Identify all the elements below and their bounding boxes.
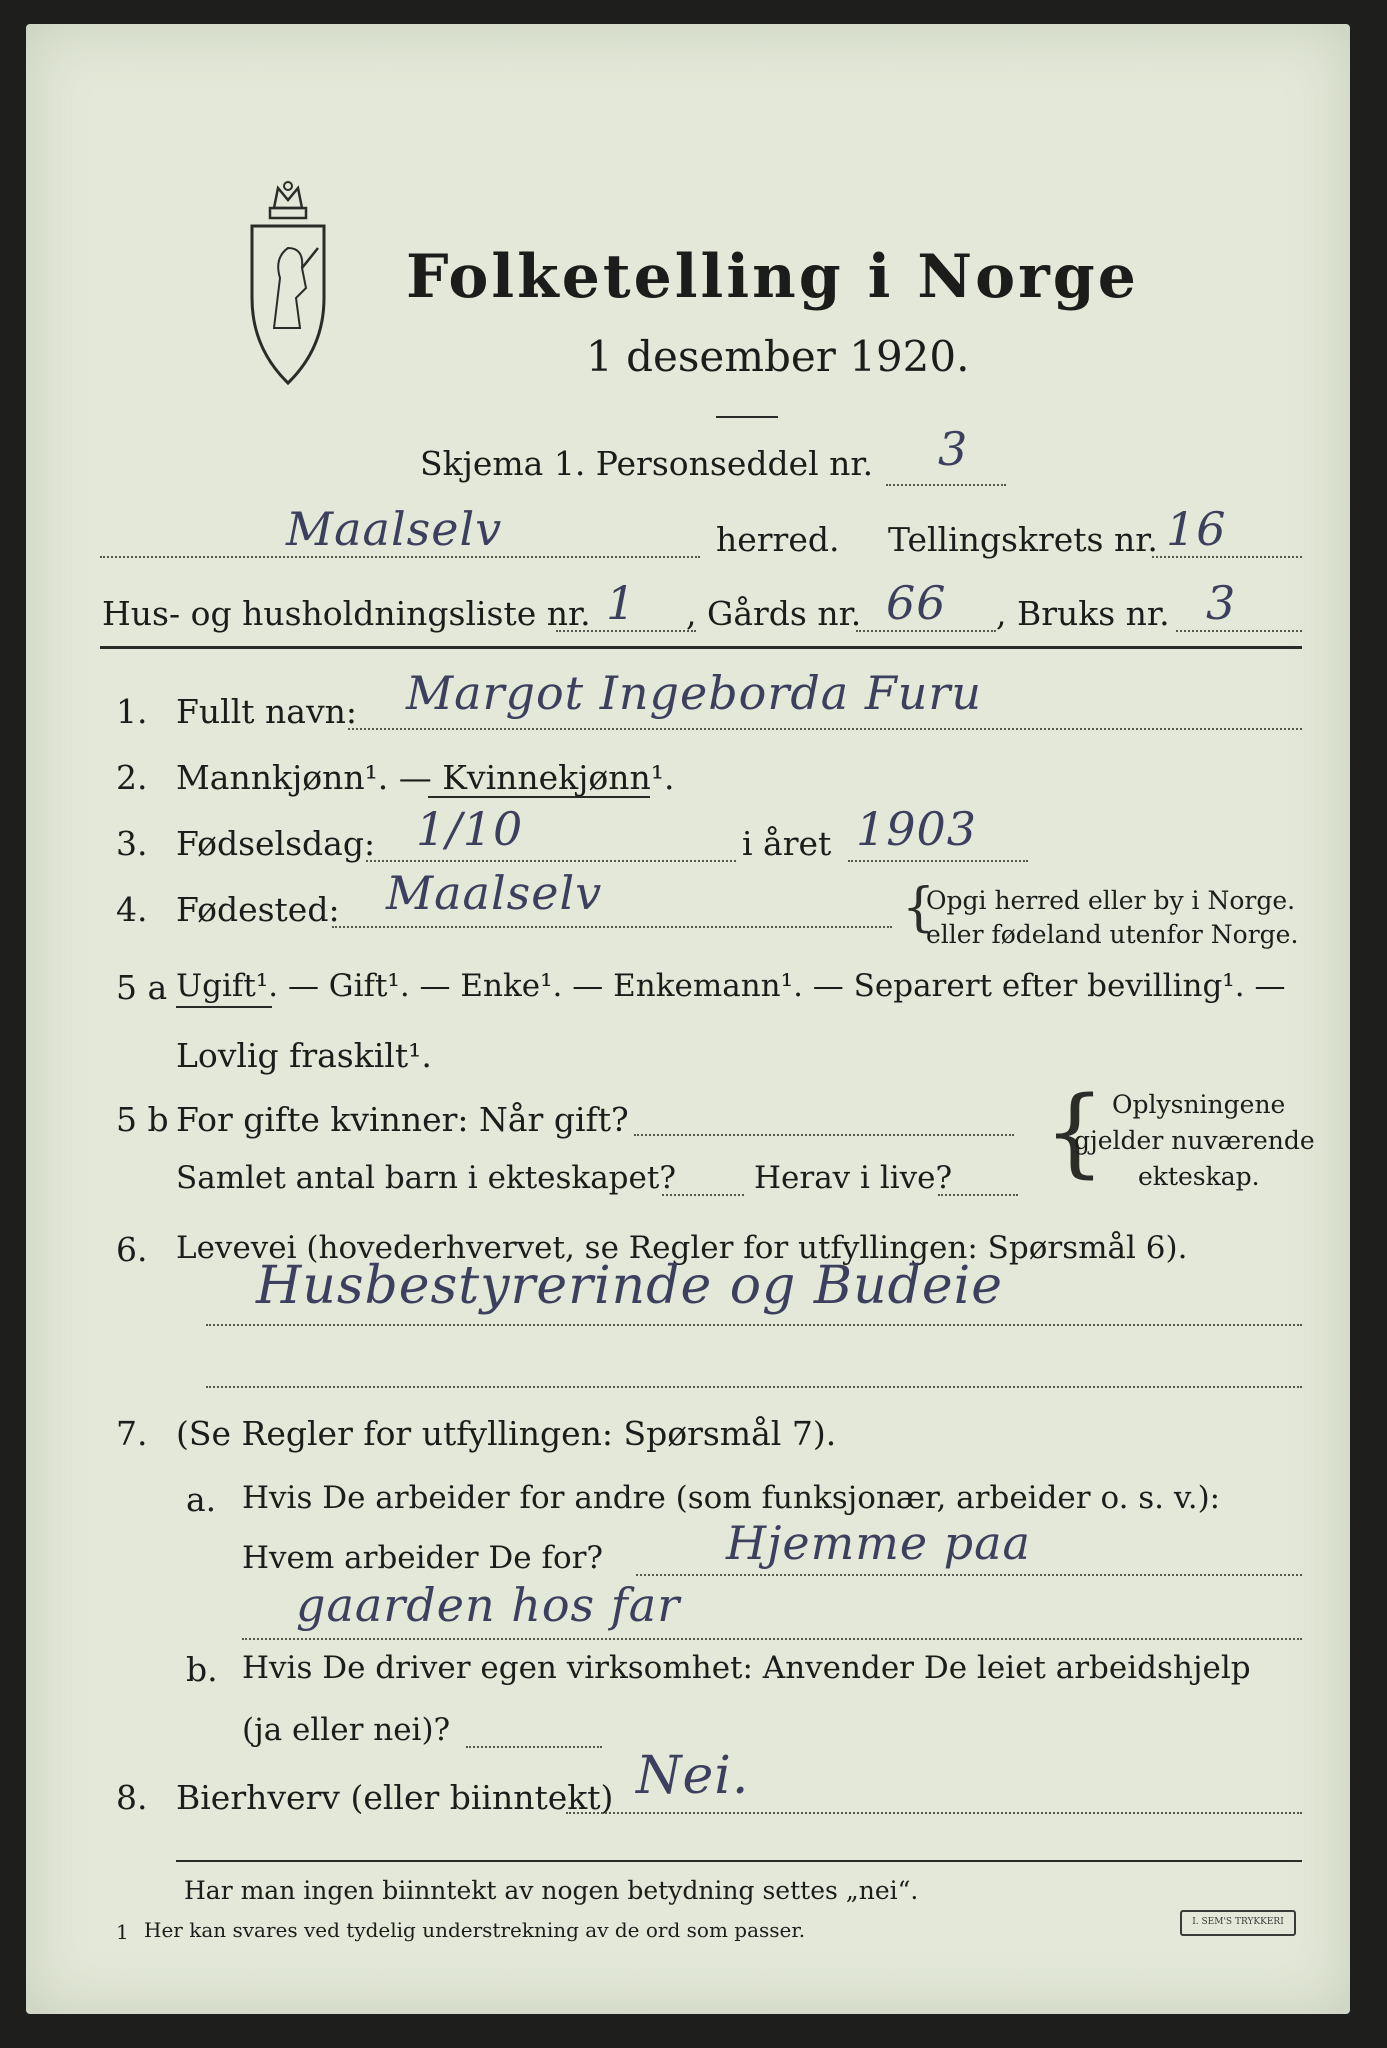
gards-line xyxy=(856,630,996,632)
gards-label: , Gårds nr. xyxy=(686,594,862,633)
q7a-line-a xyxy=(636,1574,1302,1576)
q4-brace: { xyxy=(902,878,936,938)
q7b-line-1: Hvis De driver egen virksomhet: Anvender De leiet arbeidshjelp xyxy=(242,1650,1251,1686)
printer-stamp: I. SEM'S TRYKKERI xyxy=(1180,1910,1296,1936)
q5b-note-3: ekteskap. xyxy=(1138,1162,1260,1191)
q5b-label-1: For gifte kvinner: Når gift? xyxy=(176,1100,629,1139)
census-date: 1 desember 1920. xyxy=(586,332,970,381)
norway-coat-of-arms-icon xyxy=(244,178,332,388)
q3-label: Fødselsdag: xyxy=(176,824,376,863)
q7a-letter: a. xyxy=(186,1480,217,1519)
gards-nr[interactable]: 66 xyxy=(886,576,947,630)
q7-number: 7. xyxy=(116,1414,148,1453)
footer-rule xyxy=(176,1860,1302,1862)
footer-note: Har man ingen biinntekt av nogen betydning settes „nei“. xyxy=(184,1876,919,1905)
q7a-line-b xyxy=(242,1638,1302,1640)
q7a-line-2: Hvem arbeider De for? xyxy=(242,1540,604,1576)
q5a-options-2: Lovlig fraskilt¹. xyxy=(176,1036,432,1075)
q5a-options: Ugift¹. — Gift¹. — Enke¹. — Enkemann¹. — Separert efter bevilling¹. — xyxy=(176,968,1286,1004)
skjema-label: Skjema 1. Personseddel nr. xyxy=(420,444,874,483)
q8-line xyxy=(566,1812,1302,1814)
bruks-nr[interactable]: 3 xyxy=(1206,576,1237,630)
q6-line-2 xyxy=(206,1386,1302,1388)
q7b-letter: b. xyxy=(186,1650,218,1689)
q1-number: 1. xyxy=(116,692,148,731)
hus-nr[interactable]: 1 xyxy=(606,576,637,630)
q4-number: 4. xyxy=(116,890,148,929)
q5b-line-3 xyxy=(938,1194,1018,1196)
q4-note-1: Opgi herred eller by i Norge. xyxy=(926,886,1296,915)
occupation-value[interactable]: Husbestyrerinde og Budeie xyxy=(256,1256,1004,1316)
q6-line-1 xyxy=(206,1324,1302,1326)
q2-underline-kvinnekjonn xyxy=(428,796,650,798)
q5b-line-2 xyxy=(662,1194,744,1196)
q5a-underline-ugift xyxy=(176,1006,272,1008)
q5a-number: 5 a xyxy=(116,968,168,1007)
employer-value-2[interactable]: gaarden hos far xyxy=(296,1578,681,1632)
birthplace-value[interactable]: Maalselv xyxy=(386,866,603,920)
q5b-number: 5 b xyxy=(116,1100,169,1139)
q5b-line-1 xyxy=(634,1134,1014,1136)
q2-label: Mannkjønn¹. — Kvinnekjønn¹. xyxy=(176,758,675,797)
krets-line xyxy=(1152,556,1302,558)
q2-number: 2. xyxy=(116,758,148,797)
q3-line xyxy=(366,860,736,862)
skjema-nr[interactable]: 3 xyxy=(938,422,969,476)
q7a-line-1: Hvis De arbeider for andre (som funksjonær, arbeider o. s. v.): xyxy=(242,1480,1221,1516)
hus-label: Hus- og husholdningsliste nr. xyxy=(102,594,591,633)
q3-number: 3. xyxy=(116,824,148,863)
krets-nr[interactable]: 16 xyxy=(1166,502,1227,556)
header-rule xyxy=(100,646,1302,649)
q7b-line xyxy=(466,1746,602,1748)
census-form xyxy=(26,24,1350,2014)
q8-number: 8. xyxy=(116,1778,148,1817)
krets-label: Tellingskrets nr. xyxy=(888,520,1158,559)
herred-label: herred. xyxy=(716,520,840,559)
q5b-note-2: gjelder nuværende xyxy=(1074,1126,1315,1155)
hus-line xyxy=(556,630,696,632)
bruks-label: , Bruks nr. xyxy=(996,594,1170,633)
q5b-label-3: Herav i live? xyxy=(754,1160,953,1196)
q6-number: 6. xyxy=(116,1230,148,1269)
q7-label: (Se Regler for utfyllingen: Spørsmål 7). xyxy=(176,1414,837,1453)
q1-label: Fullt navn: xyxy=(176,692,357,731)
q6-label: Levevei (hovederhvervet, se Regler for utfyllingen: Spørsmål 6). xyxy=(176,1230,1188,1266)
q5b-label-2: Samlet antal barn i ekteskapet? xyxy=(176,1160,676,1196)
q5b-note-1: Oplysningene xyxy=(1112,1090,1286,1119)
birthdate-value[interactable]: 1/10 xyxy=(416,802,524,856)
skjema-line xyxy=(886,484,1006,486)
employer-value-1[interactable]: Hjemme paa xyxy=(726,1516,1031,1570)
birth-year-value[interactable]: 1903 xyxy=(856,802,978,856)
herred-line xyxy=(100,556,700,558)
q5b-brace: { xyxy=(1044,1076,1106,1188)
q4-note-2: eller fødeland utenfor Norge. xyxy=(926,920,1299,949)
q4-line xyxy=(332,926,892,928)
q7b-line-2: (ja eller nei)? xyxy=(242,1712,451,1748)
footnote-mark: 1 xyxy=(116,1920,129,1944)
q4-label: Fødested: xyxy=(176,890,340,929)
footnote-text: Her kan svares ved tydelig understrekning av de ord som passer. xyxy=(144,1918,806,1942)
form-title: Folketelling i Norge xyxy=(406,242,1139,312)
q3-year-label: i året xyxy=(742,824,832,863)
full-name-value[interactable]: Margot Ingeborda Furu xyxy=(406,666,983,720)
q8-label: Bierhverv (eller biinntekt) xyxy=(176,1778,614,1817)
bruks-line xyxy=(1176,630,1302,632)
q3-year-line xyxy=(848,860,1028,862)
herred-value[interactable]: Maalselv xyxy=(286,502,503,556)
title-divider xyxy=(716,416,778,418)
side-income-value[interactable]: Nei. xyxy=(636,1746,750,1806)
q1-line xyxy=(348,728,1302,730)
